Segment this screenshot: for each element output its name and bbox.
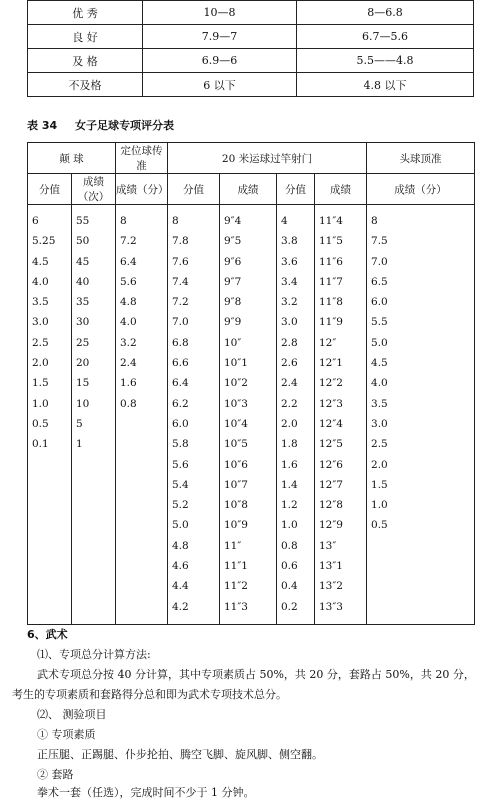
score-cell: 3.5 — [371, 397, 388, 410]
grade-row — [28, 25, 474, 49]
sub-cj3: 成绩 — [220, 174, 277, 205]
score-cell: 6.0 — [172, 417, 189, 430]
score-cell: 11″9 — [319, 316, 343, 329]
score-cell: 1.0 — [281, 519, 298, 532]
score-cell: 10″7 — [224, 478, 248, 491]
score-cell: 0.5 — [32, 417, 49, 430]
score-cell: 2.0 — [32, 357, 49, 370]
score-cell: 12″9 — [319, 519, 343, 532]
score-cell: 4.0 — [32, 275, 49, 288]
score-cell: 3.0 — [281, 316, 298, 329]
score-cell: 3.0 — [371, 417, 388, 430]
score-cell: 0.8 — [120, 397, 137, 410]
score-cell: 7.0 — [172, 316, 189, 329]
score-cell: 5.5 — [371, 316, 388, 329]
score-cell: 2.8 — [281, 336, 298, 349]
score-cell: 12″3 — [319, 397, 343, 410]
score-cell: 2.0 — [281, 417, 298, 430]
score-cell: 0.2 — [281, 600, 298, 613]
section-p7: ② 套路 — [37, 768, 74, 781]
score-cell: 0.5 — [371, 519, 388, 532]
score-cell: 11″3 — [224, 600, 248, 613]
section-p1: ⑴、专项总分计算方法: — [37, 648, 151, 661]
col-dingwei — [116, 205, 167, 414]
sub-fen3: 分值 — [168, 174, 220, 205]
score-cell: 12″ — [319, 336, 337, 349]
grade-row — [28, 49, 474, 73]
col-fen3 — [168, 205, 219, 617]
grade-cell-male: 6 以下 — [143, 73, 297, 97]
score-cell: 5 — [76, 417, 83, 430]
grade-cell-female: 8—6.8 — [297, 1, 474, 25]
score-cell: 10″1 — [224, 357, 248, 370]
score-cell: 1.5 — [371, 478, 388, 491]
score-cell: 11″5 — [319, 235, 343, 248]
score-cell: 45 — [76, 255, 90, 268]
score-cell: 5.6 — [172, 458, 189, 471]
grade-cell-female: 5.5——4.8 — [297, 49, 474, 73]
score-cell: 7.2 — [172, 296, 189, 309]
score-cell: 5.25 — [32, 235, 56, 248]
score-cell: 2.6 — [281, 357, 298, 370]
score-cell: 4 — [281, 215, 288, 227]
score-cell: 5.8 — [172, 438, 189, 451]
section-p4: ⑵、 测验项目 — [37, 708, 107, 721]
score-cell: 8 — [120, 215, 127, 227]
score-cell: 1.2 — [281, 499, 298, 512]
col-fen1 — [28, 205, 71, 455]
header-dianqiu: 颠 球 — [28, 143, 116, 174]
section-p5: ① 专项素质 — [37, 728, 96, 741]
score-cell: 7.8 — [172, 235, 189, 248]
score-cell: 15 — [76, 377, 90, 390]
score-cell: 1.6 — [120, 377, 137, 390]
score-cell: 11″8 — [319, 296, 343, 309]
score-cell: 10 — [76, 397, 90, 410]
score-cell: 50 — [76, 235, 90, 248]
score-cell: 20 — [76, 357, 90, 370]
score-cell: 13″1 — [319, 560, 343, 573]
score-cell: 9″7 — [224, 275, 242, 288]
score-cell: 4.8 — [120, 296, 137, 309]
score-cell: 7.2 — [120, 235, 137, 248]
score-cell: 7.0 — [371, 255, 388, 268]
score-cell: 2.2 — [281, 397, 298, 410]
score-cell: 11″4 — [319, 215, 343, 227]
score-cell: 3.6 — [281, 255, 298, 268]
score-cell: 11″7 — [319, 275, 343, 288]
score-cell: 1.4 — [281, 478, 298, 491]
grade-row — [28, 1, 474, 25]
score-cell: 4.6 — [172, 560, 189, 573]
grade-cell-male: 6.9—6 — [143, 49, 297, 73]
section-heading: 6、武术 — [27, 628, 68, 641]
score-cell: 2.5 — [371, 438, 388, 451]
score-cell: 2.0 — [371, 458, 388, 471]
score-cell: 1.8 — [281, 438, 298, 451]
score-cell: 12″5 — [319, 438, 343, 451]
grade-cell-level: 不及格 — [28, 73, 143, 97]
col-cj4 — [315, 205, 366, 617]
score-cell: 25 — [76, 336, 90, 349]
section-p8: 拳术一套（任选），完成时间不少于 1 分钟。 — [37, 786, 255, 799]
col-count — [72, 205, 115, 455]
score-cell: 12″1 — [319, 357, 343, 370]
grade-cell-level: 优 秀 — [28, 1, 143, 25]
sub-cj4: 成绩 — [315, 174, 367, 205]
score-cell: 3.5 — [32, 296, 49, 309]
score-cell: 1.6 — [281, 458, 298, 471]
score-cell: 0.1 — [32, 438, 49, 451]
score-cell: 6.5 — [371, 275, 388, 288]
section-p3: 考生的专项素质和套路得分总和即为武术专项技术总分。 — [12, 688, 287, 701]
score-cell: 10″6 — [224, 458, 248, 471]
score-cell: 10″8 — [224, 499, 248, 512]
score-cell: 4.4 — [172, 580, 189, 593]
sub-fen1: 分值 — [28, 174, 72, 205]
col-cj3 — [220, 205, 276, 617]
table-caption — [27, 117, 188, 133]
score-cell: 35 — [76, 296, 90, 309]
score-cell: 1.5 — [32, 377, 49, 390]
score-cell: 10″9 — [224, 519, 248, 532]
score-cell: 11″1 — [224, 560, 248, 573]
score-cell: 30 — [76, 316, 90, 329]
score-cell: 7.6 — [172, 255, 189, 268]
score-cell: 6.0 — [371, 296, 388, 309]
score-cell: 10″3 — [224, 397, 248, 410]
section-p2: 武术专项总分按 40 分计算，其中专项素质占 50%，共 20 分，套路占 50%，共 20 分， — [37, 668, 475, 681]
score-cell: 5.0 — [371, 336, 388, 349]
score-cell: 2.4 — [120, 357, 137, 370]
score-cell: 3.0 — [32, 316, 49, 329]
score-cell: 11″2 — [224, 580, 248, 593]
sub-cj5: 成绩（分） — [367, 174, 475, 205]
section-p6: 正压腿、正踢腿、仆步抡拍、腾空飞脚、旋风脚、侧空翻。 — [37, 748, 323, 761]
score-cell: 3.2 — [281, 296, 298, 309]
score-cell: 12″6 — [319, 458, 343, 471]
sub-fen4: 分值 — [277, 174, 315, 205]
grade-cell-male: 10—8 — [143, 1, 297, 25]
grade-row — [28, 73, 474, 97]
caption-title: 女子足球专项评分表 — [74, 119, 174, 132]
score-cell: 4.0 — [371, 377, 388, 390]
caption-number: 表 34 — [27, 119, 58, 132]
score-cell: 9″5 — [224, 235, 242, 248]
score-cell: 1.0 — [32, 397, 49, 410]
score-cell: 6.4 — [120, 255, 137, 268]
score-cell: 9″6 — [224, 255, 242, 268]
score-cell: 8 — [371, 215, 378, 227]
score-cell: 0.8 — [281, 539, 298, 552]
score-cell: 0.4 — [281, 580, 298, 593]
score-cell: 12″2 — [319, 377, 343, 390]
score-cell: 55 — [76, 215, 90, 227]
score-cell: 1.0 — [371, 499, 388, 512]
score-cell: 11″6 — [319, 255, 343, 268]
score-cell: 4.5 — [371, 357, 388, 370]
score-cell: 6 — [32, 215, 39, 227]
sub-cj2: 成绩（分） — [116, 174, 168, 205]
score-cell: 6.6 — [172, 357, 189, 370]
col-fen4 — [277, 205, 314, 617]
score-cell: 8 — [172, 215, 179, 227]
score-cell: 3.2 — [120, 336, 137, 349]
score-cell: 3.8 — [281, 235, 298, 248]
score-cell: 13″ — [319, 539, 337, 552]
score-cell: 5.0 — [172, 519, 189, 532]
score-cell: 5.4 — [172, 478, 189, 491]
score-cell: 4.2 — [172, 600, 189, 613]
score-cell: 9″4 — [224, 215, 242, 227]
score-cell: 7.5 — [371, 235, 388, 248]
score-cell: 9″8 — [224, 296, 242, 309]
score-cell: 13″2 — [319, 580, 343, 593]
score-table — [27, 142, 475, 625]
sub-cj1: 成绩（次） — [72, 174, 116, 205]
grade-cell-female: 4.8 以下 — [297, 73, 474, 97]
grade-cell-level: 良 好 — [28, 25, 143, 49]
grade-cell-female: 6.7—5.6 — [297, 25, 474, 49]
score-cell: 40 — [76, 275, 90, 288]
header-touqiu: 头球顶准 — [367, 143, 475, 174]
score-cell: 9″9 — [224, 316, 242, 329]
score-cell: 12″4 — [319, 417, 343, 430]
header-dingwei: 定位球传 准 — [116, 143, 168, 174]
grade-cell-level: 及 格 — [28, 49, 143, 73]
score-cell: 5.6 — [120, 275, 137, 288]
score-cell: 10″2 — [224, 377, 248, 390]
score-cell: 12″8 — [319, 499, 343, 512]
grade-table — [27, 0, 474, 97]
score-cell: 2.4 — [281, 377, 298, 390]
grade-cell-male: 7.9—7 — [143, 25, 297, 49]
score-cell: 12″7 — [319, 478, 343, 491]
score-cell: 7.4 — [172, 275, 189, 288]
score-cell: 10″ — [224, 336, 242, 349]
score-cell: 1 — [76, 438, 83, 451]
score-cell: 10″4 — [224, 417, 248, 430]
score-cell: 6.2 — [172, 397, 189, 410]
score-cell: 13″3 — [319, 600, 343, 613]
score-cell: 2.5 — [32, 336, 49, 349]
score-cell: 5.2 — [172, 499, 189, 512]
score-cell: 4.8 — [172, 539, 189, 552]
score-cell: 6.4 — [172, 377, 189, 390]
score-cell: 4.0 — [120, 316, 137, 329]
score-cell: 3.4 — [281, 275, 298, 288]
score-cell: 4.5 — [32, 255, 49, 268]
score-cell: 10″5 — [224, 438, 248, 451]
col-touqiu — [367, 205, 474, 536]
header-yunqiu: 20 米运球过竿射门 — [168, 143, 367, 174]
score-cell: 0.6 — [281, 560, 298, 573]
score-cell: 11″ — [224, 539, 242, 552]
score-cell: 6.8 — [172, 336, 189, 349]
